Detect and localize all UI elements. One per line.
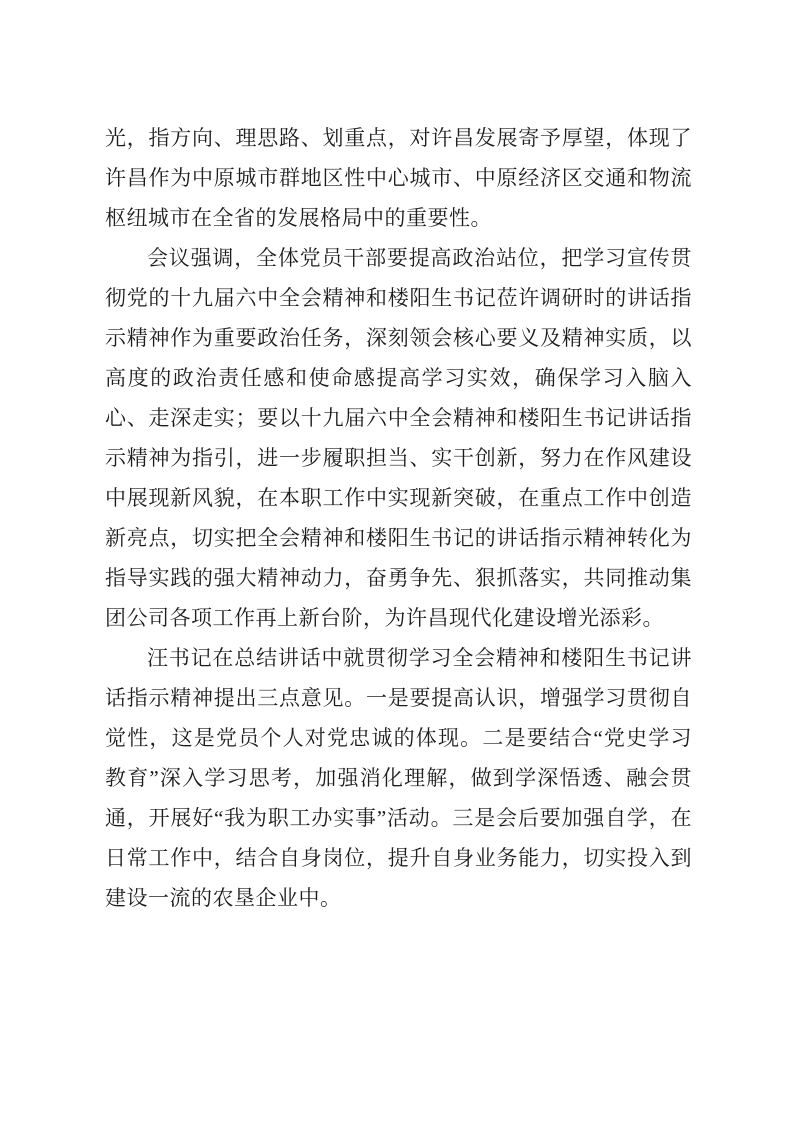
document-text-block (105, 118, 692, 918)
paragraph-meeting-emphasis: 会议强调，全体党员干部要提高政治站位，把学习宣传贯彻党的十九届六中全会精神和楼阳生书记莅许调研时的讲话指示精神作为重要政治任务，深刻领会核心要义及精神实质，以高度的政治责任感和使命感提高学习实效，确保学习入脑入心、走深走实；要以十九届六中全会精神和楼阳生书记讲话指示精神为指引，进一步履职担当、实干创新，努力在作风建设中展现新风貌，在本职工作中实现新突破，在重点工作中创造新亮点，切实把全会精神和楼阳生书记的讲话指示精神转化为指导实践的强大精神动力，奋勇争先、狠抓落实，共同推动集团公司各项工作再上新台阶，为许昌现代化建设增光添彩。 (105, 246, 692, 630)
paragraph-continuation: 光，指方向、理思路、划重点，对许昌发展寄予厚望，体现了许昌作为中原城市群地区性中心城市、中原经济区交通和物流枢纽城市在全省的发展格局中的重要性。 (105, 126, 692, 230)
paragraph-secretary-remarks: 汪书记在总结讲话中就贯彻学习全会精神和楼阳生书记讲话指示精神提出三点意见。一是要提高认识，增强学习贯彻自觉性，这是党员个人对党忠诚的体现。二是要结合“党史学习教育”深入学习思考，加强消化理解，做到学深悟透、融会贯通，开展好“我为职工办实事”活动。三是会后要加强自学，在日常工作中，结合自身岗位，提升自身业务能力，切实投入到建设一流的农垦企业中。 (105, 646, 692, 910)
